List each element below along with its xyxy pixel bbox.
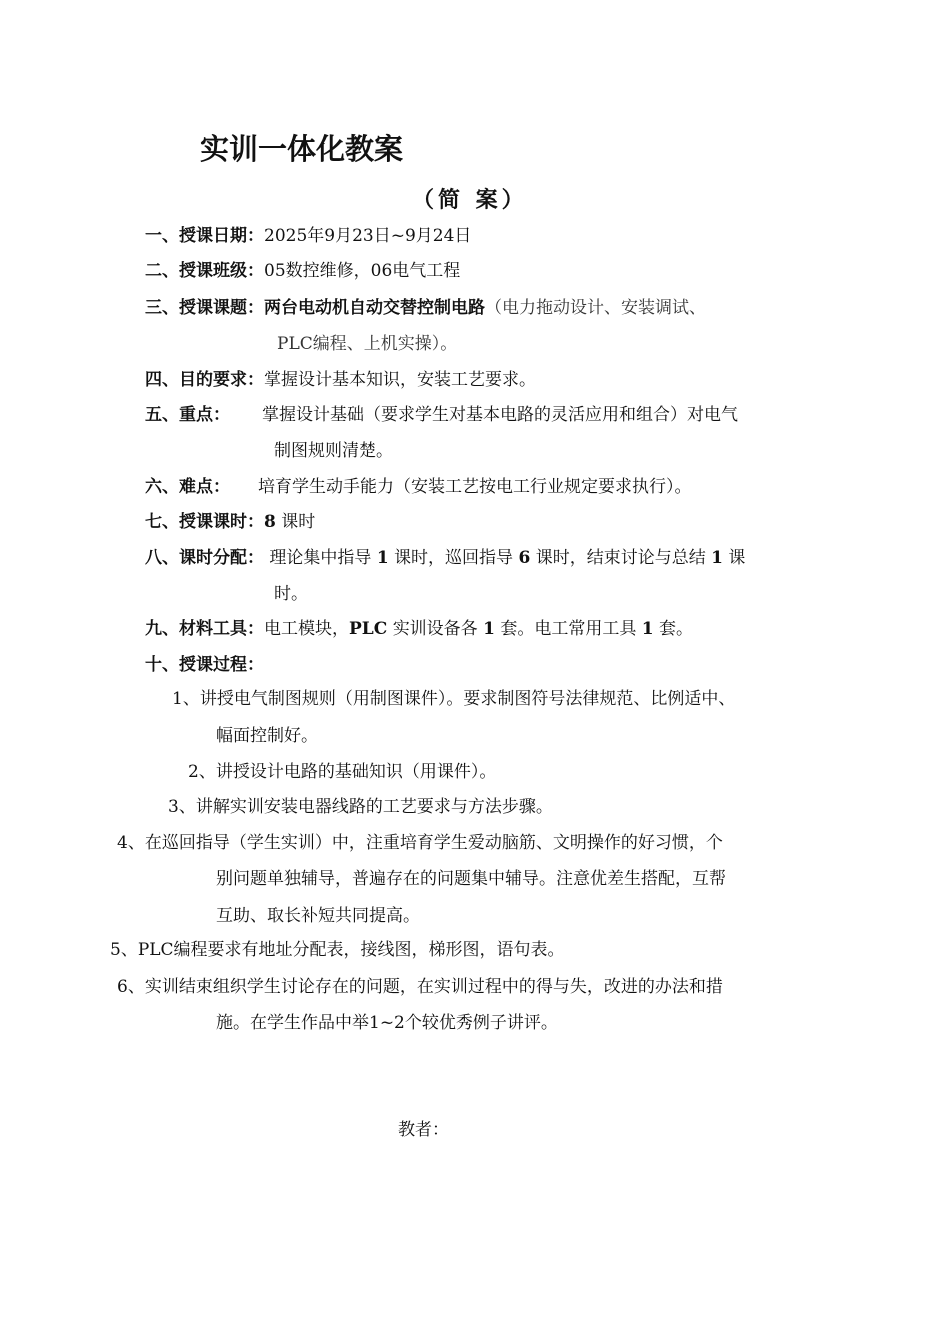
materials-plc: PLC (349, 619, 388, 639)
item-hour-allocation-continuation: 时。 (274, 584, 308, 604)
item-objectives (145, 370, 536, 390)
item-text: （电力拖动设计、安装调试、 (485, 298, 706, 318)
materials-text: 实训设备各 (392, 619, 478, 639)
item-materials (145, 619, 693, 639)
item-date (145, 226, 471, 246)
item-topic-continuation: PLC编程、上机实操）。 (277, 334, 458, 354)
item-label: 九、材料工具： (145, 619, 264, 639)
item-process (145, 655, 264, 675)
alloc-text: 课时，巡回指导 (394, 548, 514, 568)
item-label: 六、难点： (145, 477, 230, 497)
item-topic (145, 298, 706, 318)
alloc-number: 1 (376, 548, 389, 568)
document-subtitle: （简 案） (412, 187, 528, 213)
process-step-4-continuation: 别问题单独辅导，普遍存在的问题集中辅导。注意优差生搭配，互帮 (216, 869, 726, 889)
item-label: 三、授课课题： (145, 298, 264, 318)
materials-text: 套。 (659, 619, 693, 639)
alloc-text: 理论集中指导 (269, 548, 372, 568)
item-label: 十、授课过程： (145, 655, 264, 675)
materials-text: 套。电工常用工具 (500, 619, 637, 639)
item-label: 七、授课课时： (145, 512, 264, 532)
process-step-3: 3、讲解实训安装电器线路的工艺要求与方法步骤。 (168, 797, 553, 817)
topic-title: 两台电动机自动交替控制电路 (264, 298, 485, 318)
item-text: 掌握设计基础（要求学生对基本电路的灵活应用和组合）对电气 (262, 405, 738, 425)
item-label: 五、重点： (145, 405, 230, 425)
alloc-text: 课 (728, 548, 746, 568)
item-text: 掌握设计基本知识，安装工艺要求。 (264, 370, 536, 390)
process-step-4-continuation: 互助、取长补短共同提高。 (216, 906, 420, 926)
item-hours (145, 512, 315, 532)
process-step-2: 2、讲授设计电路的基础知识（用课件）。 (188, 762, 497, 782)
materials-number: 1 (483, 619, 495, 639)
item-text: 培育学生动手能力（安装工艺按电工行业规定要求执行）。 (258, 477, 692, 497)
item-label: 八、课时分配： (145, 548, 264, 568)
item-text: 05数控维修，06电气工程 (264, 261, 461, 281)
item-label: 一、授课日期： (145, 226, 264, 246)
process-step-5: 5、PLC编程要求有地址分配表，接线图，梯形图，语句表。 (110, 940, 565, 960)
alloc-text: 课时，结束讨论与总结 (535, 548, 706, 568)
item-label: 四、目的要求： (145, 370, 264, 390)
item-key-points-continuation: 制图规则清楚。 (274, 441, 393, 461)
item-label: 二、授课班级： (145, 261, 264, 281)
document-title: 实训一体化教案 (200, 132, 404, 166)
materials-number: 1 (641, 619, 654, 639)
materials-text: 电工模块， (264, 619, 349, 639)
teacher-signature-label: 教者： (398, 1120, 449, 1140)
item-text: 2025年9月23日~9月24日 (264, 226, 472, 246)
process-step-1-continuation: 幅面控制好。 (216, 726, 318, 746)
process-step-1: 1、讲授电气制图规则（用制图课件）。要求制图符号法律规范、比例适中、 (172, 689, 736, 709)
hours-number: 8 (264, 512, 276, 532)
alloc-number: 1 (711, 548, 723, 568)
process-step-6: 6、实训结束组织学生讨论存在的问题，在实训过程中的得与失，改进的办法和措 (117, 977, 723, 997)
item-class (145, 261, 460, 281)
process-step-4: 4、在巡回指导（学生实训）中，注重培育学生爱动脑筋、文明操作的好习惯，个 (117, 833, 723, 853)
process-step-6-continuation: 施。在学生作品中举1~2个较优秀例子讲评。 (216, 1013, 558, 1033)
alloc-number: 6 (518, 548, 531, 568)
item-difficulties (145, 477, 230, 497)
item-text: 课时 (281, 512, 316, 532)
item-hour-allocation (145, 548, 745, 568)
item-key-points (145, 405, 230, 425)
